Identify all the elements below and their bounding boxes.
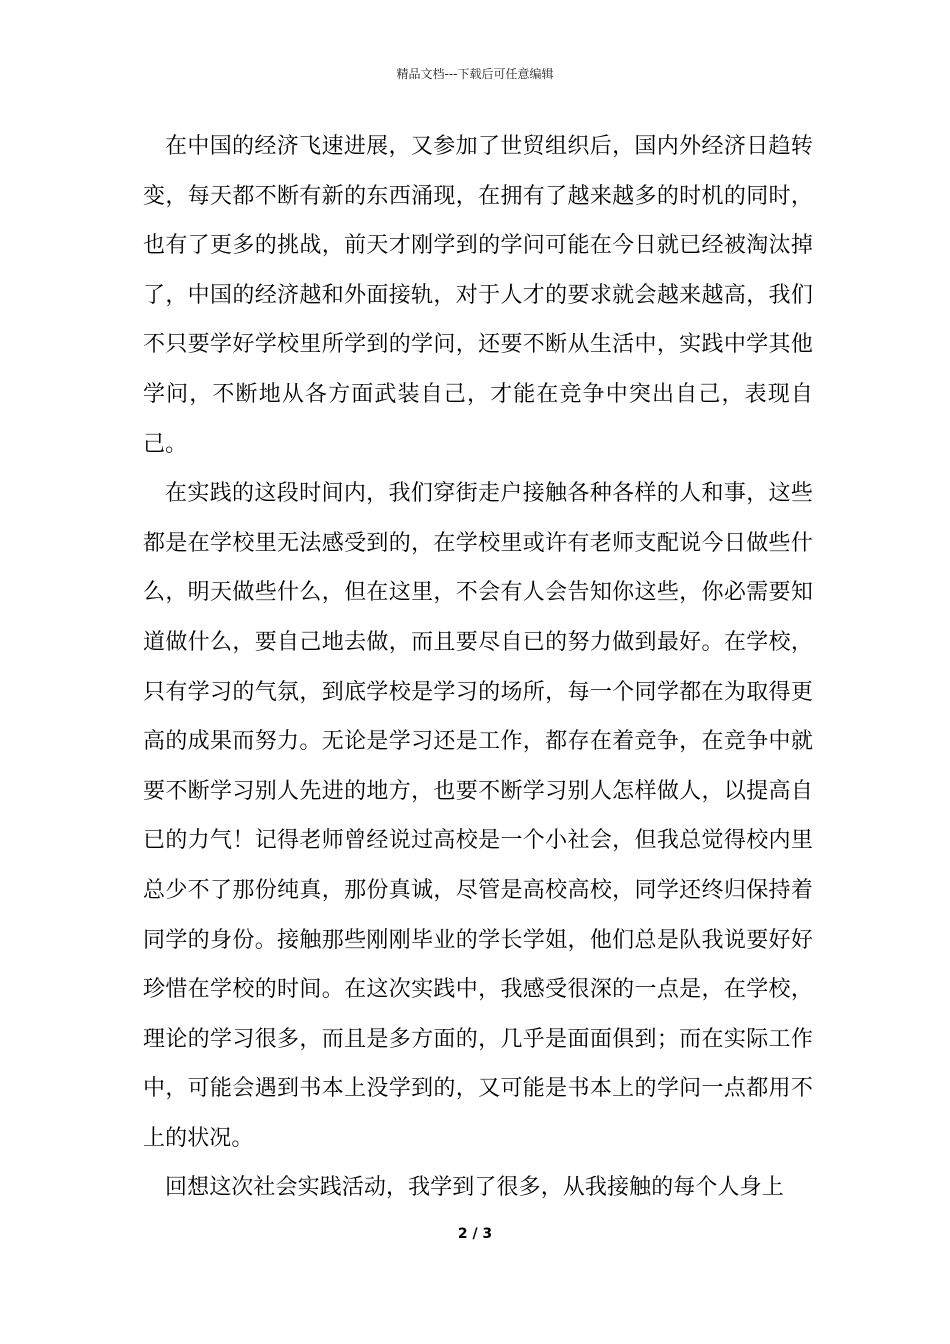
paragraph-1: 在中国的经济飞速进展，又参加了世贸组织后，国内外经济日趋转变，每天都不断有新的东西涌现，在拥有了越来越多的时机的同时，也有了更多的挑战，前天才刚学到的学问可能在今日就已经被淘汰掉了，中国的经济越和外面接轨，对于人才的要求就会越来越高，我们不只要学好学校里所学到的学问，还要不断从生活中，实践中学其他学问，不断地从各方面武装自己，才能在竞争中突出自己，表现自己。 [143, 134, 813, 457]
paragraph-2: 在实践的这段时间内，我们穿街走户接触各种各样的人和事，这些都是在学校里无法感受到的，在学校里或许有老师支配说今日做些什么，明天做些什么，但在这里，不会有人会告知你这些，你必需要知道做什么，要自己地去做，而且要尽自已的努力做到最好。在学校，只有学习的气氛，到底学校是学习的场所，每一个同学都在为取得更高的成果而努力。无论是学习还是工作，都存在着竞争，在竞争中就要不断学习别人先进的地方，也要不断学习别人怎样做人，以提高自已的力气！记得老师曾经说过高校是一个小社会，但我总觉得校内里总少不了那份纯真，那份真诚，尽管是高校高校，同学还终归保持着同学的身份。接触那些刚刚毕业的学长学姐，他们总是队我说要好好珍惜在学校的时间。在这次实践中，我感受很深的一点是，在学校，理论的学习很多，而且是多方面的，几乎是面面俱到；而在实际工作中，可能会遇到书本上没学到的，又可能是书本上的学问一点都用不上的状况。 [143, 481, 813, 1151]
page-header: 精品文档---下载后可任意编辑 [396, 67, 554, 81]
page-number: 2 / 3 [457, 1226, 493, 1242]
paragraph-3: 回想这次社会实践活动，我学到了很多，从我接触的每个人身上 [165, 1175, 784, 1201]
document-body [143, 122, 813, 1213]
